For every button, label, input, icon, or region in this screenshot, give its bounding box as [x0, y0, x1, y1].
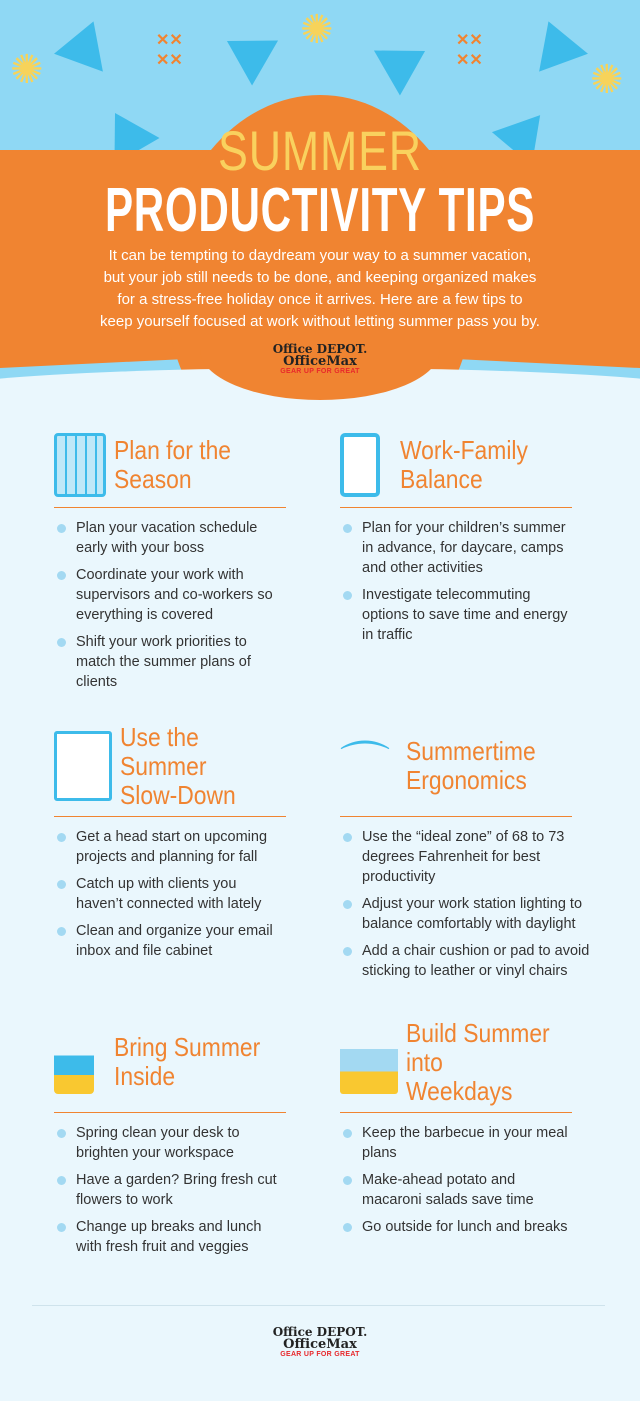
triangle-ruler-icon — [374, 28, 438, 95]
intro-text: It can be tempting to daydream your way to a summer vacation, but your job still needs to be done, and keeping organized makes for a stress-free holiday once it arrives. Here are a few tips to keep yourself focused at work without letting summer pass you by. — [100, 247, 540, 330]
tip-item: Use the “ideal zone” of 68 to 73 degrees Fahrenheit for best productivity — [340, 827, 600, 887]
tip-item: Have a garden? Bring fresh cut flowers to work — [54, 1170, 286, 1210]
tip-item: Spring clean your desk to brighten your workspace — [54, 1123, 286, 1163]
tip-item: Keep the barbecue in your meal plans — [340, 1123, 572, 1163]
pencil-burst-icon: ✺ — [10, 48, 44, 92]
section-build-summer-weekdays — [340, 1018, 572, 1244]
section-title: Bring Summer Inside — [114, 1032, 261, 1091]
clipboard-checklist-icon — [54, 731, 112, 801]
tip-item: Plan your vacation schedule early with your boss — [54, 518, 286, 558]
section-title: Summertime Ergonomics — [406, 736, 536, 795]
section-summer-slow-down — [54, 722, 286, 968]
tip-item: Shift your work priorities to match the summer plans of clients — [54, 632, 286, 692]
page-title: PRODUCTIVITY TIPS — [104, 176, 536, 245]
footer-office-depot-logo: Office DEPOT. OfficeMax GEAR UP FOR GREAT — [272, 1325, 368, 1358]
tip-item: Catch up with clients you haven’t connected with lately — [54, 874, 286, 914]
desk-lamp-icon: ⌒ — [340, 738, 390, 794]
section-summertime-ergonomics — [340, 722, 600, 988]
section-title: Build Summer into Weekdays — [406, 1017, 550, 1106]
tip-item: Go outside for lunch and breaks — [340, 1217, 572, 1237]
section-title: Use the Summer Slow-Down — [120, 721, 236, 810]
section-bring-summer-inside — [54, 1018, 286, 1264]
tip-item: Add a chair cushion or pad to avoid sticking to leather or vinyl chairs — [340, 941, 600, 981]
triangle-ruler-icon — [214, 18, 278, 85]
pencil-burst-icon: ✺ — [300, 8, 334, 52]
triangle-ruler-icon — [54, 12, 118, 71]
tip-item: Investigate telecommuting options to save time and energy in traffic — [340, 585, 572, 645]
tip-item: Get a head start on upcoming projects and planning for fall — [54, 827, 286, 867]
section-title: Work-Family Balance — [400, 434, 528, 494]
office-depot-logo: Office DEPOT. OfficeMax GEAR UP FOR GREAT — [272, 342, 368, 375]
calendar-icon — [54, 433, 106, 497]
footer-divider — [32, 1305, 605, 1306]
tip-item: Adjust your work station lighting to balance comfortably with daylight — [340, 894, 600, 934]
section-plan-for-season — [54, 428, 286, 699]
tip-item: Coordinate your work with supervisors and co-workers so everything is covered — [54, 565, 286, 625]
pencil-burst-icon: ✺ — [590, 58, 624, 102]
flower-cup-icon — [54, 1030, 94, 1094]
tip-item: Clean and organize your email inbox and file cabinet — [54, 921, 286, 961]
section-title: Plan for the Season — [114, 434, 232, 494]
hero-banner — [0, 0, 640, 400]
title-summer: SUMMER — [218, 119, 422, 182]
pushpin-icon: ✕✕ ✕✕ — [156, 32, 183, 69]
pushpin-icon: ✕✕ ✕✕ — [456, 32, 483, 69]
tip-item: Plan for your children’s summer in advance, for daycare, camps and other activities — [340, 518, 572, 578]
triangle-ruler-icon — [524, 12, 588, 71]
tip-item: Change up breaks and lunch with fresh fruit and veggies — [54, 1217, 286, 1257]
lunch-box-icon — [340, 1030, 398, 1094]
tip-item: Make-ahead potato and macaroni salads save time — [340, 1170, 572, 1210]
phone-icon — [340, 433, 380, 497]
section-work-family-balance — [340, 428, 572, 652]
